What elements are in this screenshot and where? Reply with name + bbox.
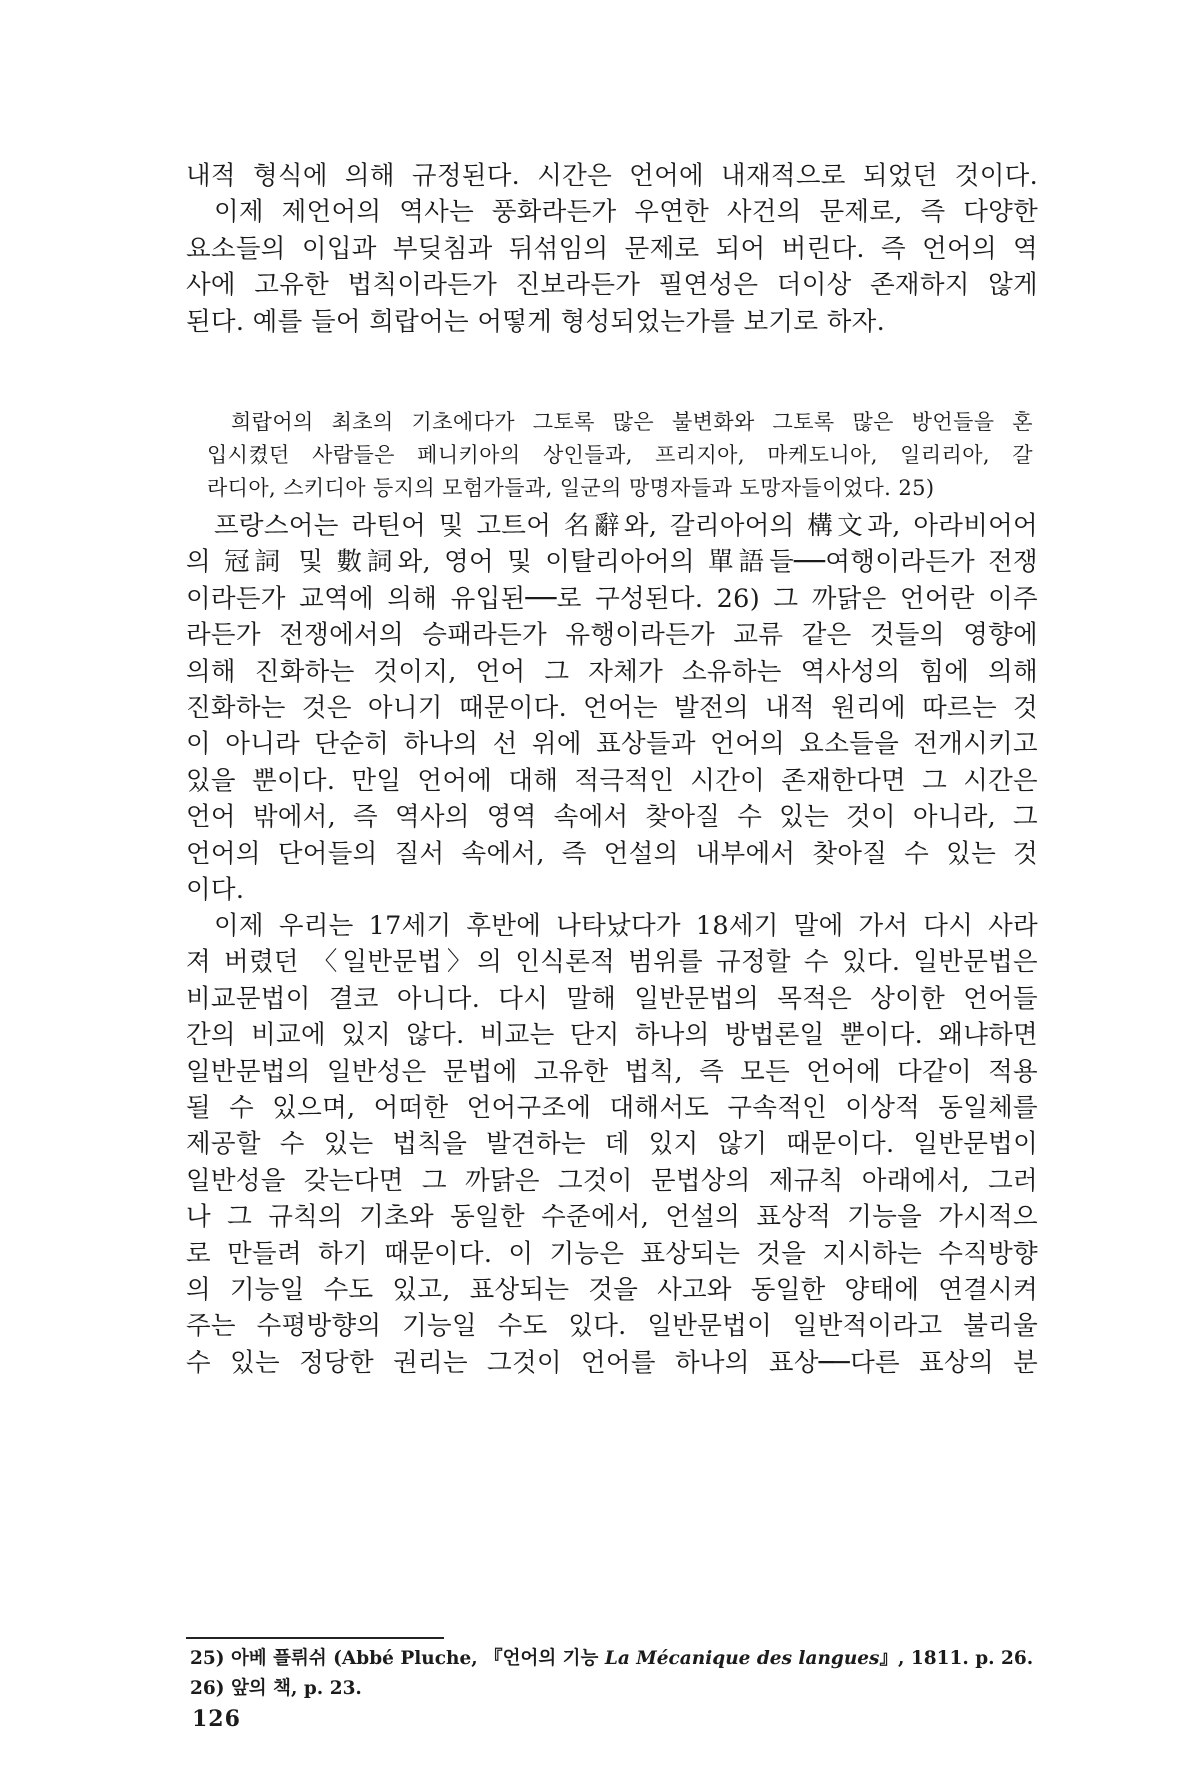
text-line: 내적 형식에 의해 규정된다. 시간은 언어에 내재적으로 되었던 것이다. — [186, 161, 1038, 191]
text-line: 비교문법이 결코 아니다. 다시 말해 일반문법의 목적은 상이한 언어들 — [186, 983, 1038, 1014]
text-line: 이제 우리는 17세기 후반에 나타났다가 18세기 말에 가서 다시 사라 — [214, 911, 1038, 941]
text-line: 이라든가 교역에 의해 유입된──로 구성된다. 26) 그 까닭은 언어란 이주 — [186, 583, 1038, 614]
quote-line: 희랍어의 최초의 기초에다가 그토록 많은 불변화와 그토록 많은 방언들을 혼 — [231, 410, 1033, 434]
block-quote — [207, 406, 1033, 505]
text-line: 간의 비교에 있지 않다. 비교는 단지 하나의 방법론일 뿐이다. 왜냐하면 — [186, 1020, 1038, 1051]
text-line: 프랑스어는 라틴어 및 고트어 名辭와, 갈리아어의 構文과, 아라비어어 — [214, 511, 1038, 541]
text-line: 요소들의 이입과 부딪침과 뒤섞임의 문제로 되어 버린다. 즉 언어의 역 — [186, 233, 1038, 264]
text-line: 의 冠詞 및 數詞와, 영어 및 이탈리아어의 單語들──여행이라든가 전쟁 — [186, 547, 1038, 578]
text-line: 이제 제언어의 역사는 풍화라든가 우연한 사건의 문제로, 즉 다양한 — [214, 197, 1038, 228]
text-line: 주는 수평방향의 기능일 수도 있다. 일반문법이 일반적이라고 불리울 — [186, 1311, 1038, 1342]
quote-line: 입시켰던 사람들은 페니키아의 상인들과, 프리지아, 마케도니아, 일리리아, 갈 — [207, 443, 1033, 467]
footnote-divider — [186, 1637, 444, 1639]
text-line: 있을 뿐이다. 만일 언어에 대해 적극적인 시간이 존재한다면 그 시간은 — [186, 765, 1038, 796]
text-line: 로 만들려 하기 때문이다. 이 기능은 표상되는 것을 지시하는 수직방향 — [186, 1238, 1038, 1269]
footnote-25-title: La Mécanique des langues — [604, 1648, 880, 1669]
text-line: 일반성을 갖는다면 그 까닭은 그것이 문법상의 제규칙 아래에서, 그러 — [186, 1165, 1038, 1196]
text-line: 나 그 규칙의 기초와 동일한 수준에서, 언설의 표상적 기능을 가시적으 — [186, 1202, 1038, 1233]
text-line: 이다. — [186, 874, 245, 905]
paragraph-intro — [186, 158, 1038, 340]
text-line: 의해 진화하는 것이지, 언어 그 자체가 소유하는 역사성의 힘에 의해 — [186, 656, 1038, 687]
text-line: 언어 밖에서, 즉 역사의 영역 속에서 찾아질 수 있는 것이 아니라, 그 — [186, 802, 1038, 833]
footnote-26: 26) 앞의 책, p. 23. — [190, 1678, 362, 1699]
text-line: 될 수 있으며, 어떠한 언어구조에 대해서도 구속적인 이상적 동일체를 — [186, 1092, 1038, 1123]
text-line: 된다. 예를 들어 희랍어는 어떻게 형성되었는가를 보기로 하자. — [186, 306, 885, 337]
paragraph-general-grammar — [186, 908, 1038, 1381]
text-line: 사에 고유한 법칙이라든가 진보라든가 필연성은 더이상 존재하지 않게 — [186, 270, 1038, 301]
page-number: 126 — [192, 1706, 241, 1732]
footnote-25-suffix: 』, 1811. p. 26. — [879, 1648, 1034, 1669]
text-line: 일반문법의 일반성은 문법에 고유한 법칙, 즉 모든 언어에 다같이 적용 — [186, 1056, 1038, 1087]
text-line: 라든가 전쟁에서의 승패라든가 유행이라든가 교류 같은 것들의 영향에 — [186, 620, 1038, 651]
footnote-25-prefix: 25) 아베 플뤼쉬 (Abbé Pluche, 『언어의 기능 — [190, 1648, 605, 1669]
text-line: 의 기능일 수도 있고, 표상되는 것을 사고와 동일한 양태에 연결시켜 — [186, 1274, 1038, 1305]
quote-line: 라디아, 스키디아 등지의 모험가들과, 일군의 망명자들과 도망자들이었다. 25) — [207, 476, 935, 500]
text-line: 이 아니라 단순히 하나의 선 위에 표상들과 언어의 요소들을 전개시키고 — [186, 729, 1038, 760]
text-line: 언어의 단어들의 질서 속에서, 즉 언설의 내부에서 찾아질 수 있는 것 — [186, 838, 1038, 869]
paragraph-french — [186, 508, 1038, 908]
text-line: 수 있는 정당한 권리는 그것이 언어를 하나의 표상──다른 표상의 분 — [186, 1347, 1038, 1378]
text-line: 져 버렸던 〈일반문법〉의 인식론적 범위를 규정할 수 있다. 일반문법은 — [186, 947, 1038, 978]
footnotes — [190, 1644, 1042, 1704]
text-line: 제공할 수 있는 법칙을 발견하는 데 있지 않기 때문이다. 일반문법이 — [186, 1129, 1038, 1160]
text-line: 진화하는 것은 아니기 때문이다. 언어는 발전의 내적 원리에 따르는 것 — [186, 692, 1038, 723]
footnote-25 — [190, 1644, 1042, 1674]
